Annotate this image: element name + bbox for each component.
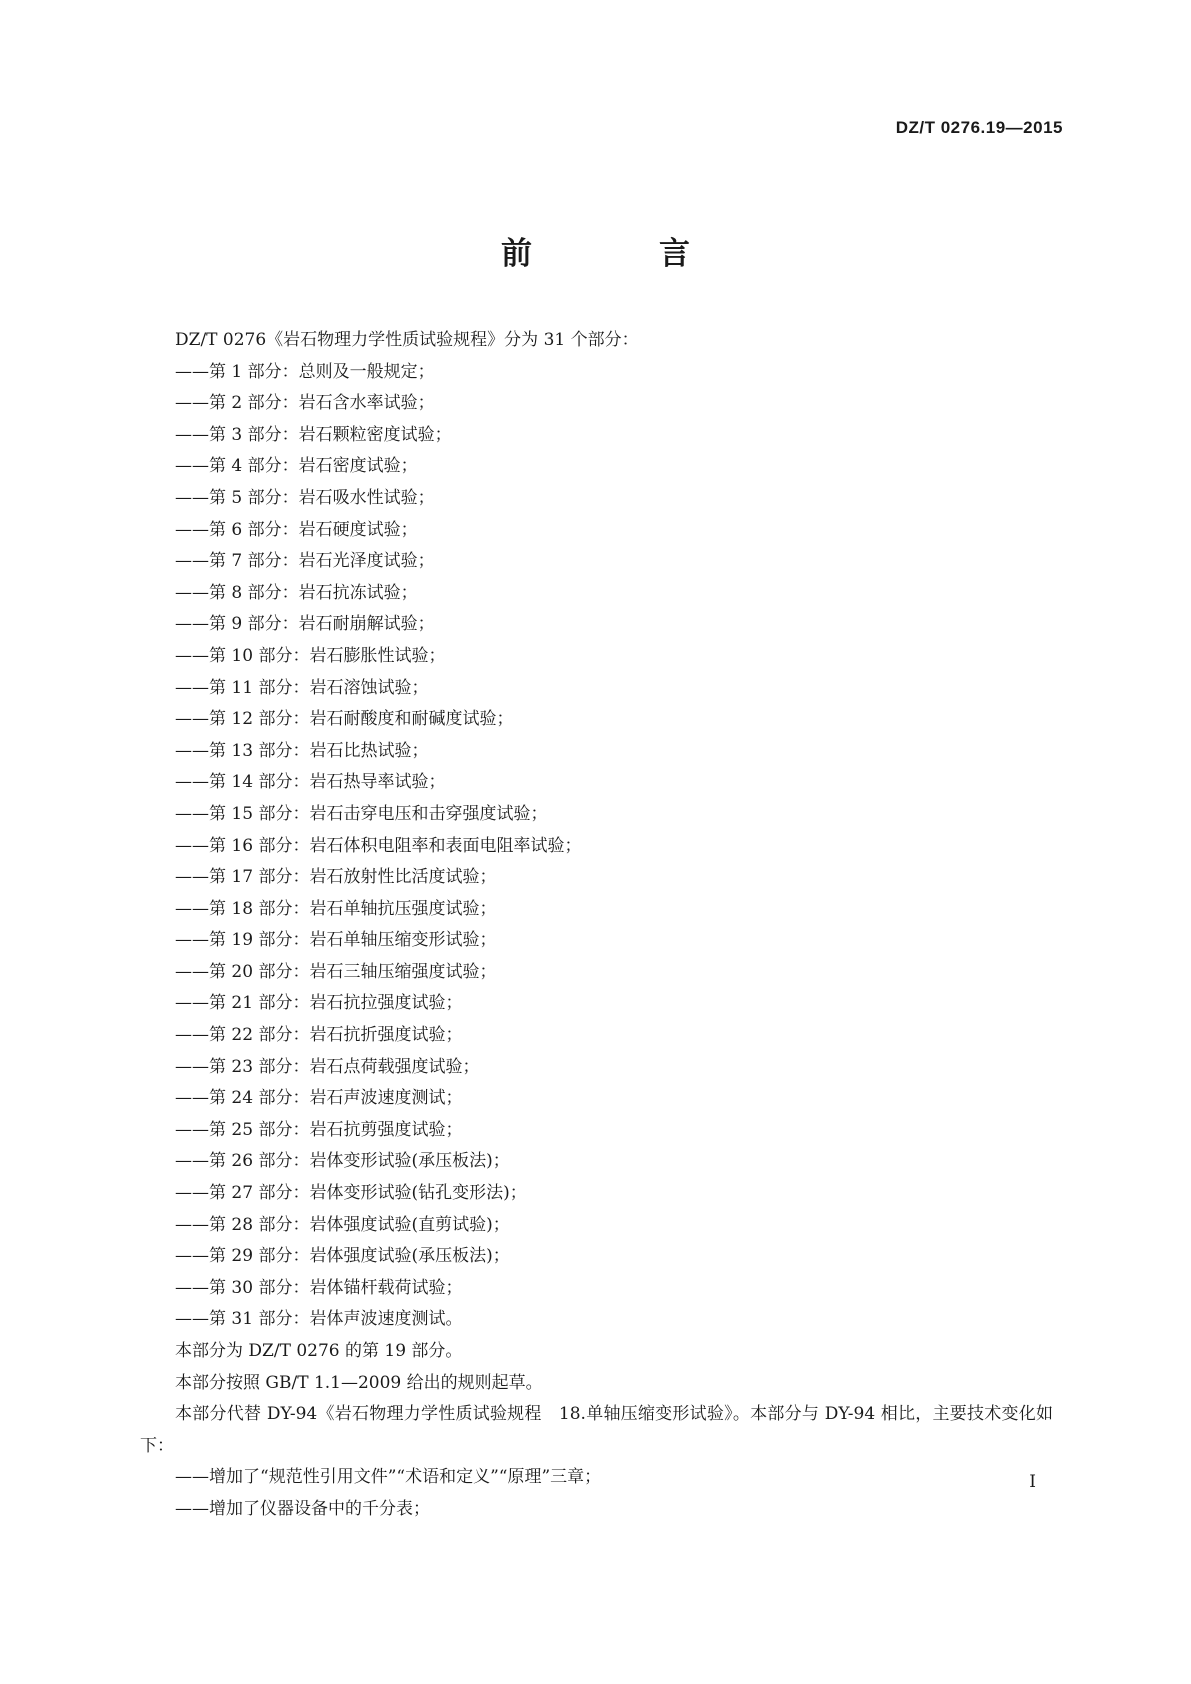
list-item: ——第 6 部分：岩石硬度试验； [175,519,418,540]
page-title: 前 言 [501,236,738,272]
list-item: ——第 4 部分：岩石密度试验； [175,456,418,477]
list-item: ——增加了仪器设备中的千分表； [175,1498,430,1519]
list-item: ——第 19 部分：岩石单轴压缩变形试验； [175,930,497,951]
list-item: ——第 15 部分：岩石击穿电压和击穿强度试验； [175,803,548,824]
list-item: ——第 16 部分：岩石体积电阻率和表面电阻率试验； [175,835,582,856]
list-item: ——第 14 部分：岩石热导率试验； [175,772,446,793]
list-item: ——增加了“规范性引用文件”“术语和定义”“原理”三章； [175,1467,602,1488]
list-item: ——第 9 部分：岩石耐崩解试验； [175,614,435,635]
list-item: ——第 2 部分：岩石含水率试验； [175,393,435,414]
list-item: ——第 21 部分：岩石抗拉强度试验； [175,993,463,1014]
list-item: ——第 22 部分：岩石抗折强度试验； [175,1025,463,1046]
list-item: ——第 28 部分：岩体强度试验(直剪试验)； [175,1214,510,1235]
list-item: ——第 18 部分：岩石单轴抗压强度试验； [175,898,497,919]
list-item: ——第 1 部分：总则及一般规定； [175,361,435,382]
list-item: ——第 12 部分：岩石耐酸度和耐碱度试验； [175,709,514,730]
changes-list [175,1462,1053,1525]
list-item: ——第 13 部分：岩石比热试验； [175,740,429,761]
list-item: ——第 23 部分：岩石点荷载强度试验； [175,1056,480,1077]
list-item: ——第 7 部分：岩石光泽度试验； [175,551,435,572]
list-item: ——第 10 部分：岩石膨胀性试验； [175,645,446,666]
list-item: ——第 20 部分：岩石三轴压缩强度试验； [175,961,497,982]
list-item: ——第 29 部分：岩体强度试验(承压板法)； [175,1246,510,1267]
intro-paragraph: DZ/T 0276《岩石物理力学性质试验规程》分为 31 个部分： [175,330,639,350]
parts-list [175,357,1053,1336]
list-item: ——第 5 部分：岩石吸水性试验； [175,487,435,508]
list-item: ——第 30 部分：岩体锚杆载荷试验； [175,1277,463,1298]
statement-paragraph: 本部分为 DZ/T 0276 的第 19 部分。 [175,1341,463,1361]
statement-paragraph: 本部分按照 GB/T 1.1—2009 给出的规则起草。 [175,1372,543,1393]
list-item: ——第 11 部分：岩石溶蚀试验； [175,677,429,698]
list-item: ——第 24 部分：岩石声波速度测试； [175,1088,463,1109]
list-item: ——第 26 部分：岩体变形试验(承压板法)； [175,1151,510,1172]
list-item: ——第 31 部分：岩体声波速度测试。 [175,1309,463,1330]
body-text [140,325,1053,1526]
list-item: ——第 3 部分：岩石颗粒密度试验； [175,424,452,445]
list-item: ——第 17 部分：岩石放射性比活度试验； [175,867,497,888]
list-item: ——第 27 部分：岩体变形试验(钻孔变形法)； [175,1183,527,1204]
list-item: ——第 8 部分：岩石抗冻试验； [175,582,418,603]
document-code: DZ/T 0276.19—2015 [895,118,1063,137]
page-number: I [1029,1472,1036,1492]
list-item: ——第 25 部分：岩石抗剪强度试验； [175,1119,463,1140]
replacement-paragraph: 本部分代替 DY-94《岩石物理力学性质试验规程 18.单轴压缩变形试验》。本部分与 DY-94 相比，主要技术变化如下： [140,1404,1053,1456]
